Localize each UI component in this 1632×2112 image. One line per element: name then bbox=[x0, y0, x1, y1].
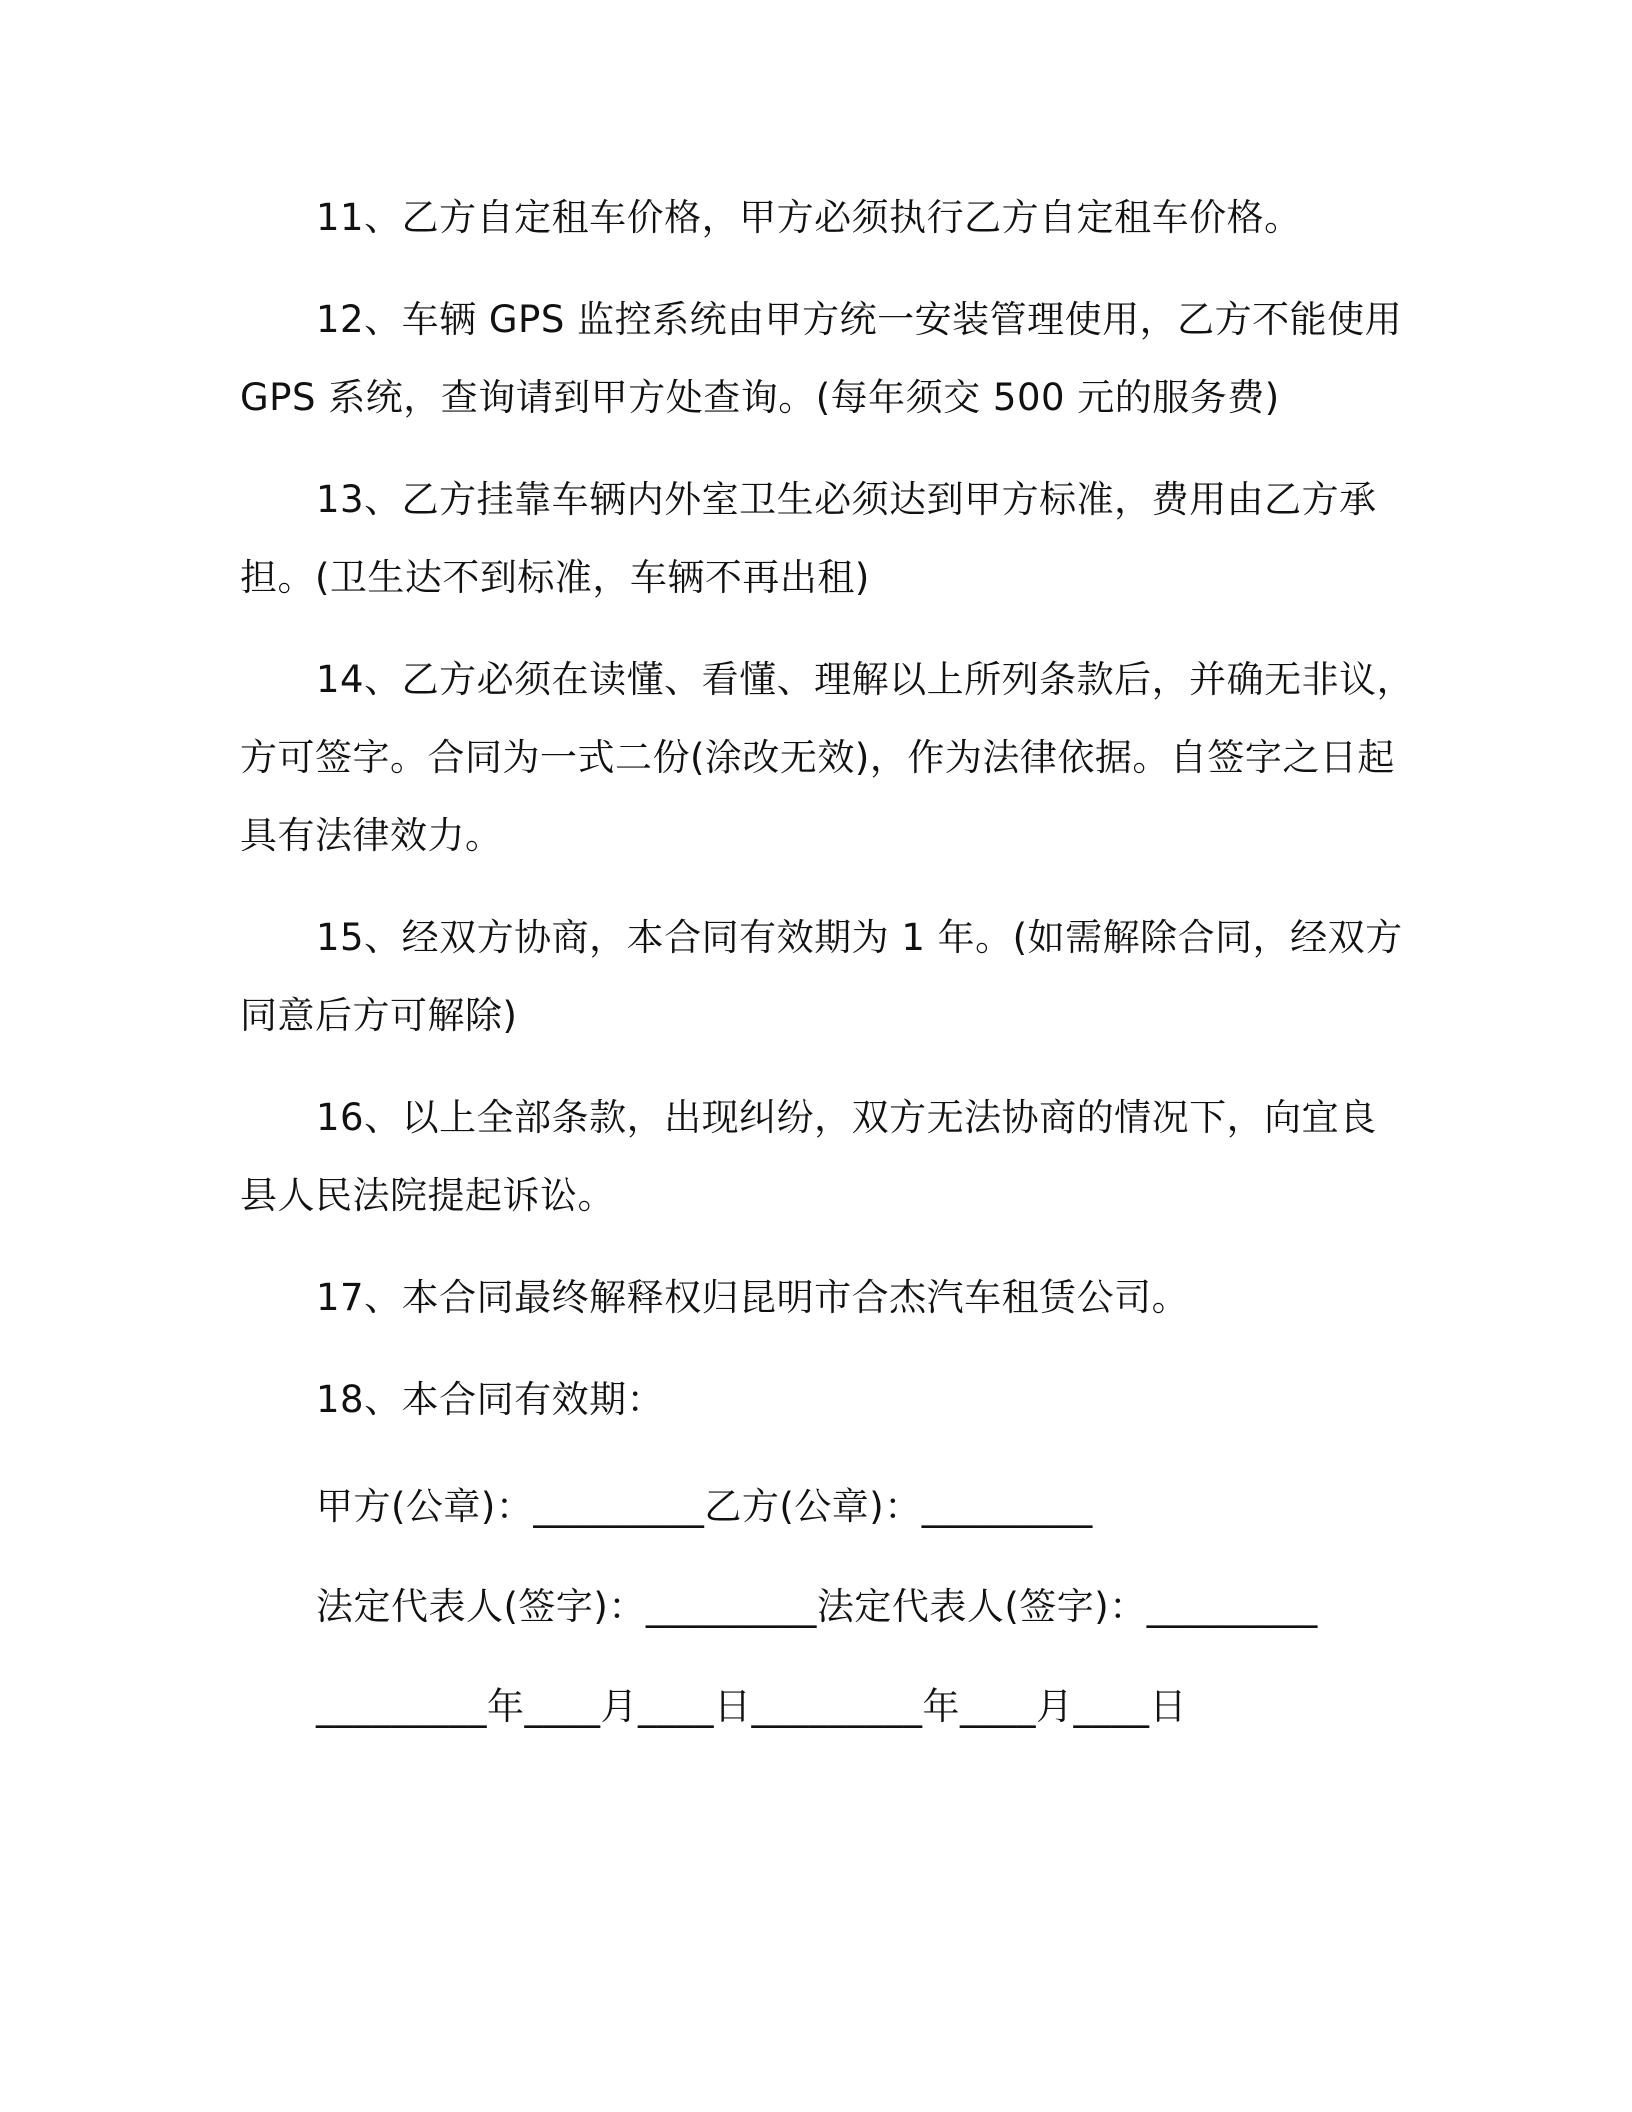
clause-14-line-2: 方可签字。合同为一式二份(涂改无效)，作为法律依据。自签字之日起 bbox=[240, 736, 1395, 779]
clause-13-line-2: 担。(卫生达不到标准，车辆不再出租) bbox=[240, 556, 870, 599]
date-line: _________年____月____日_________年____月____日 bbox=[316, 1685, 1187, 1728]
clause-12-line-2: GPS 系统，查询请到甲方处查询。(每年须交 500 元的服务费) bbox=[240, 376, 1280, 419]
clause-16-line-1: 16、以上全部条款，出现纠纷，双方无法协商的情况下，向宜良 bbox=[316, 1096, 1377, 1139]
clause-12-line-1: 12、车辆 GPS 监控系统由甲方统一安装管理使用，乙方不能使用 bbox=[316, 298, 1403, 341]
clause-18-line-1: 18、本合同有效期： bbox=[316, 1378, 665, 1421]
clause-11-line-1: 11、乙方自定租车价格，甲方必须执行乙方自定租车价格。 bbox=[316, 196, 1302, 239]
clause-15-line-2: 同意后方可解除) bbox=[240, 994, 518, 1037]
clause-15-line-1: 15、经双方协商，本合同有效期为 1 年。(如需解除合同，经双方 bbox=[316, 916, 1403, 959]
clause-17-line-1: 17、本合同最终解释权归昆明市合杰汽车租赁公司。 bbox=[316, 1276, 1190, 1319]
clause-16-line-2: 县人民法院提起诉讼。 bbox=[240, 1174, 615, 1217]
clause-14-line-1: 14、乙方必须在读懂、看懂、理解以上所列条款后，并确无非议， bbox=[316, 658, 1415, 701]
legal-representative-line: 法定代表人(签字)：_________法定代表人(签字)：_________ bbox=[316, 1585, 1318, 1628]
clause-14-line-3: 具有法律效力。 bbox=[240, 814, 503, 857]
clause-13-line-1: 13、乙方挂靠车辆内外室卫生必须达到甲方标准，费用由乙方承 bbox=[316, 478, 1377, 521]
seal-line: 甲方(公章)：_________乙方(公章)：_________ bbox=[316, 1485, 1093, 1528]
